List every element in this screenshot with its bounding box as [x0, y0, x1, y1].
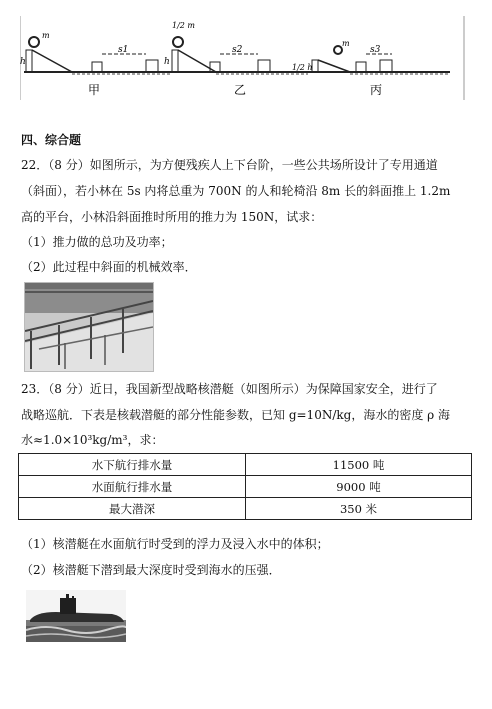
table-cell-label: 水下航行排水量	[19, 454, 246, 476]
q23-sub-2: （2）核潜艇下潜到最大深度时受到海水的压强．	[21, 563, 281, 577]
submarine-photo	[26, 590, 126, 642]
table-cell-label: 最大潜深	[19, 498, 246, 520]
height-label: h	[20, 57, 26, 67]
q23-line-3: 水≈1.0×10³kg/m³，求：	[21, 433, 164, 447]
submarine-photo-illustration	[26, 590, 126, 642]
distance-label: s2	[232, 45, 243, 55]
table-row	[19, 498, 472, 520]
q23-sub-1: （1）核潜艇在水面航行时受到的浮力及浸入水中的体积；	[21, 537, 329, 551]
distance-label: s1	[118, 45, 129, 55]
figure-jia	[20, 31, 172, 74]
q22-line-2: （斜面），若小林在 5s 内将总重为 700N 的人和轮椅沿 8m 长的斜面推上 1.2m	[21, 184, 451, 198]
ramp-photo	[24, 282, 154, 372]
q23-line-1: 23．（8 分）近日，我国新型战略核潜艇（如图所示）为保障国家安全，进行了	[21, 382, 438, 396]
top-figure-strip	[20, 14, 472, 102]
table-cell-value: 11500 吨	[246, 454, 472, 476]
figure-label-jia: 甲	[88, 83, 101, 97]
height-label: 1/2 h	[292, 63, 313, 72]
table-cell-value: 9000 吨	[246, 476, 472, 498]
distance-label: s3	[370, 45, 381, 55]
q23-line-2: 战略巡航．下表是核载潜艇的部分性能参数，已知 g=10N/kg，海水的密度 ρ 海	[21, 408, 451, 422]
q22-sub-2: （2）此过程中斜面的机械效率．	[21, 260, 197, 274]
height-label: h	[164, 57, 170, 67]
figure-yi	[164, 21, 310, 74]
q22-sub-1: （1）推力做的总功及功率；	[21, 235, 173, 249]
table-row	[19, 454, 472, 476]
table-cell-label: 水面航行排水量	[19, 476, 246, 498]
fraction-mass-label: 1/2 m	[172, 21, 196, 30]
section-title: 四、综合题	[21, 133, 82, 147]
q22-line-3: 高的平台，小林沿斜面推时所用的推力为 150N，试求：	[21, 210, 323, 224]
q22-line-1: 22．（8 分）如图所示，为方便残疾人上下台阶，一些公共场所设计了专用通道	[21, 158, 438, 172]
table-cell-value: 350 米	[246, 498, 472, 520]
mass-label: m	[42, 31, 50, 40]
figure-label-bing: 丙	[370, 83, 383, 97]
figure-bing	[292, 39, 450, 74]
mass-label: m	[342, 39, 350, 48]
figure-label-yi: 乙	[234, 83, 247, 97]
table-row	[19, 476, 472, 498]
incline-diagrams	[20, 14, 472, 102]
ramp-photo-illustration	[25, 283, 153, 371]
submarine-spec-table	[18, 453, 472, 520]
